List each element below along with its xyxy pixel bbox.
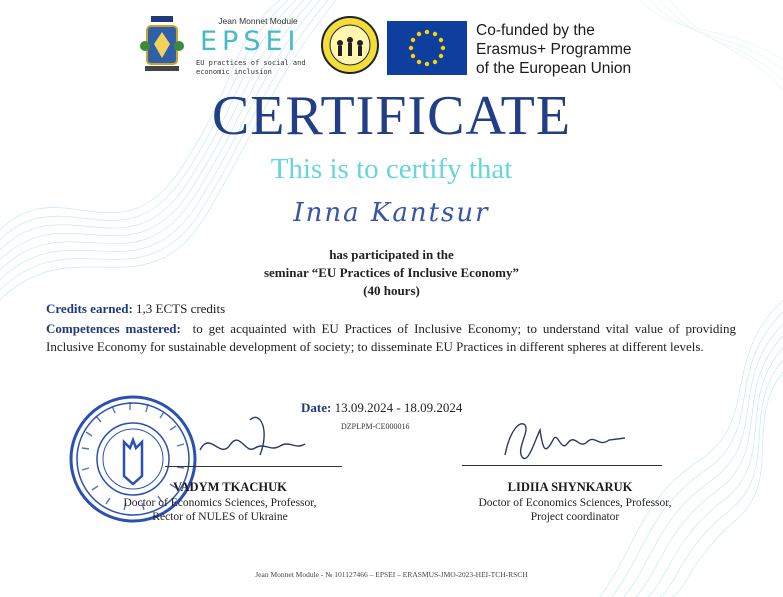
date-label: Date:	[301, 400, 332, 415]
signature-line-right	[462, 465, 662, 466]
jean-monnet-label: Jean Monnet Module	[218, 16, 298, 26]
footer-module-reference: Jean Monnet Module - № 101127466 – EPSEI – ERASMUS-JMO-2023-HEI-TCH-RSCH	[255, 570, 528, 579]
participation-line-2: seminar “EU Practices of Inclusive Economy”	[263, 265, 520, 280]
project-circle-logo	[320, 15, 380, 75]
signature-line-left	[165, 466, 342, 467]
signer-left-role-line-2: Rector of NULES of Ukraine	[152, 511, 288, 523]
certificate-title: CERTIFICATE	[211, 85, 572, 147]
participation-statement	[0, 246, 783, 300]
signer-left-role-line-1: Doctor of Economics Sciences, Professor,	[123, 497, 317, 509]
header-logos	[0, 0, 783, 90]
epsei-logo-text: EPSEI	[200, 26, 301, 57]
recipient-name: Inna Kantsur	[293, 198, 490, 228]
date-line	[301, 400, 462, 416]
date-value: 13.09.2024 - 18.09.2024	[334, 400, 463, 415]
university-coat-of-arms-logo	[137, 14, 187, 74]
signer-right-role-line-1: Doctor of Economics Sciences, Professor,	[478, 497, 672, 509]
credits-earned	[46, 301, 225, 317]
participation-line-1: has participated in the	[329, 247, 454, 262]
participation-line-3: (40 hours)	[363, 283, 420, 298]
cofunded-line-1: Co-funded by the	[476, 22, 595, 39]
cofunded-text	[476, 21, 631, 78]
signature-left-handwritten	[190, 400, 320, 470]
epsei-tagline: EU practices of social and economic inclusion	[196, 59, 306, 76]
competences-label: Competences mastered:	[46, 321, 181, 336]
credits-value: 1,3 ECTS credits	[136, 301, 226, 316]
signer-right-role	[455, 496, 695, 524]
credits-label: Credits earned:	[46, 301, 133, 316]
signer-left-role	[90, 496, 350, 524]
certificate-number: DZPLPM-CE000016	[341, 422, 410, 431]
cofunded-line-3: of the European Union	[476, 60, 632, 77]
signer-right-name: LIDIIA SHYNKARUK	[507, 480, 633, 494]
competences-value: to get acquainted with EU Practices of Inclusive Economy; to understand vital value of providing Inclusive Economy for sustainable development of society; to disseminate EU Practices in different spheres at different levels.	[46, 321, 737, 354]
signer-right-role-line-2: Project coordinator	[530, 511, 620, 523]
signature-right-handwritten	[495, 410, 645, 465]
certify-subtitle: This is to certify that	[270, 153, 513, 185]
signer-left-name: VADYM TKACHUK	[173, 480, 287, 494]
eu-flag-icon	[387, 21, 467, 75]
cofunded-line-2: Erasmus+ Programme	[476, 41, 632, 58]
competences-mastered	[46, 320, 736, 356]
